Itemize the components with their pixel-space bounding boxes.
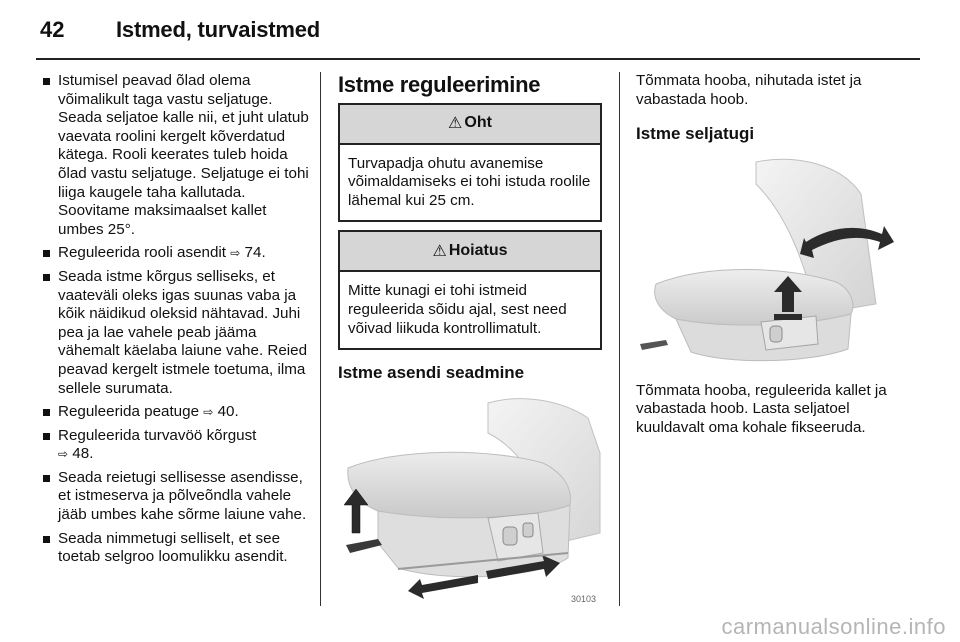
header-divider: [36, 58, 920, 60]
list-item: Seada reietugi sellisesse asendisse, et istmeserva ja põlveõndla vahele jääb umbes kahe sõrme laiune vahe.: [42, 469, 310, 525]
subsection-title: Istme asendi seadmine: [338, 363, 525, 383]
left-column: [42, 72, 310, 572]
warning-box-header: [340, 232, 600, 272]
danger-box: [338, 103, 602, 223]
warning-triangle-icon: ⚠: [448, 113, 463, 133]
page-ref: 40.: [217, 403, 239, 421]
page-title: Istmed, turvaistmed: [116, 17, 321, 42]
page-ref-icon: ⇨: [203, 405, 214, 420]
list-item: Reguleerida turvavöö kõrgust ⇨ 48.: [42, 427, 310, 464]
column-divider-2: [619, 72, 620, 606]
warning-box-title: Hoiatus: [448, 242, 508, 260]
list-item: Seada istme kõrgus selliseks, et vaateväli oleks igas suunas vaba ja kõik näidikud oleksid nähtavad. Juhi pea ja lae vahele peab jääma vähemalt käelaba laiune vahe. Reied peavad kergelt istmele toetuma, ilma sellele surumata.: [42, 268, 310, 398]
adjustment-list: [42, 72, 310, 567]
page-header: [0, 0, 960, 62]
seat-position-svg: [338, 393, 602, 611]
list-item: Reguleerida rooli asendit ⇨ 74.: [42, 244, 310, 263]
warning-triangle-icon: ⚠: [432, 241, 447, 261]
page-ref: 48.: [72, 445, 94, 463]
page-ref: 74.: [244, 244, 266, 262]
warning-box: [338, 230, 602, 350]
list-item: Seada nimmetugi selliselt, et see toetab selgroo loomulikku asendit.: [42, 530, 310, 567]
list-item: Istumisel peavad õlad olema võimalikult taga vastu seljatuge. Seada seljatoe kalle nii, et juht ulatub vaevata roolini kergelt kõverdatud kätega. Rooli keerates tuleb hoida õlad vastu seljatuge. Seljatuge ei tohi liiga kaugele taha kallutada. Soovitame maksimaalset kallet umbes 25°.: [42, 72, 310, 239]
section-title: Istme reguleerimine: [338, 72, 541, 97]
middle-column: [338, 72, 602, 611]
backrest-instruction: Tõmmata hooba, reguleerida kallet ja vabastada hoob. Lasta seljatoel kuuldavalt oma kohale fikseeruda.: [636, 381, 887, 436]
page-ref-icon: ⇨: [58, 447, 69, 462]
seat-position-instruction: Tõmmata hooba, nihutada istet ja vabastada hoob.: [636, 72, 862, 108]
page-ref-icon: ⇨: [230, 246, 241, 261]
danger-box-header: [340, 105, 600, 145]
danger-box-text: Turvapadja ohutu avanemise võimaldamiseks ei tohi istuda roolile lähemal kui 25 cm.: [348, 154, 591, 209]
seat-position-illustration: [338, 393, 602, 611]
danger-box-title: Oht: [464, 114, 492, 132]
column-divider-1: [320, 72, 321, 606]
page-number: 42: [40, 17, 65, 42]
right-column: [636, 72, 904, 438]
backrest-illustration: [636, 154, 900, 366]
watermark: carmanualsonline.info: [721, 614, 946, 639]
subsection-title: Istme seljatugi: [636, 124, 755, 144]
backrest-svg: [636, 154, 900, 366]
list-item: Reguleerida peatuge ⇨ 40.: [42, 403, 310, 422]
figure-code: 30103: [570, 594, 596, 605]
warning-box-text: Mitte kunagi ei tohi istmeid reguleerida sõidu ajal, sest need võivad liikuda kontrollimatult.: [348, 282, 567, 337]
